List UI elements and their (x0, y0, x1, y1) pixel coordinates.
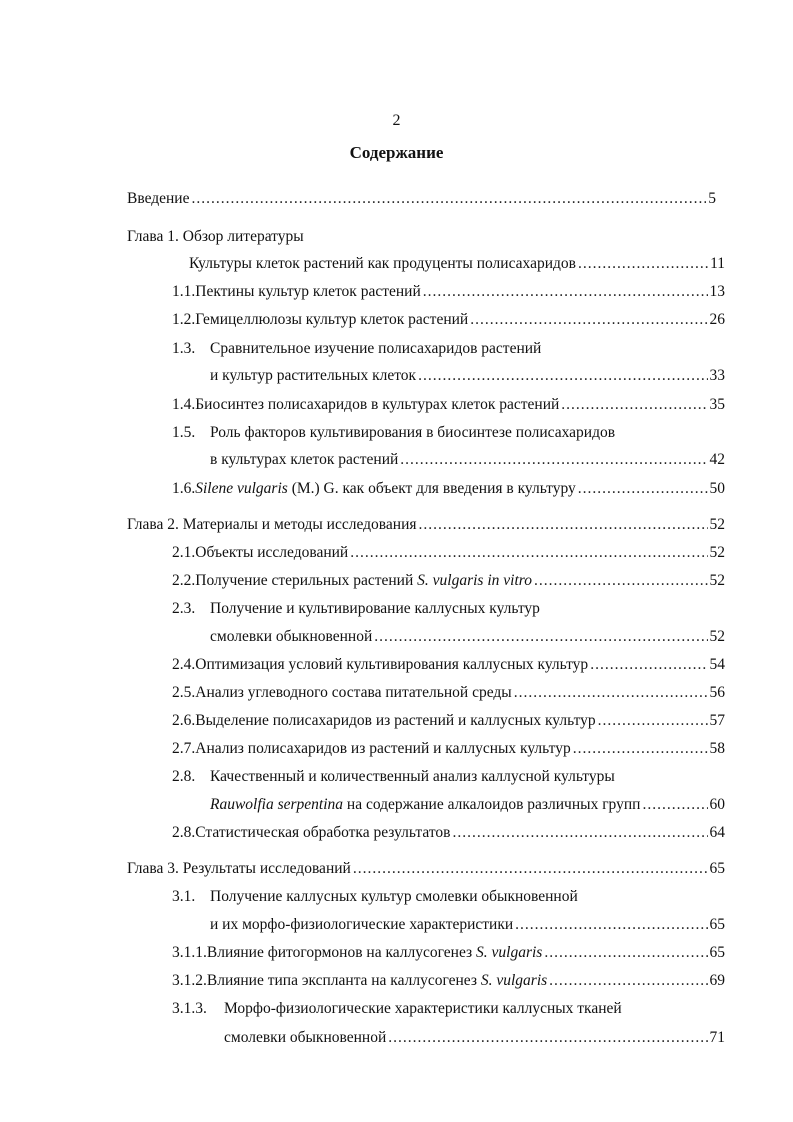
toc-entry: 1.5. Роль факторов культивирования в биосинтезе полисахаридов (172, 424, 616, 441)
toc-entry: 2.4. Оптимизация условий культивирования каллусных культур ..... 54 (172, 655, 725, 675)
toc-entry: 3.1.1. Влияние фитогормонов на каллусогенез S. vulgaris ..... 65 (172, 943, 725, 963)
toc-entry: и культур растительных клеток ..... 33 (210, 366, 725, 386)
toc-entry: Введение ..... 5 (127, 189, 716, 209)
toc-entry: 1.3. Сравнительное изучение полисахаридов растений (172, 340, 542, 357)
toc-entry: 2.3. Получение и культивирование каллусных культур (172, 600, 540, 617)
toc-entry: и их морфо-физиологические характеристики ..... 65 (210, 915, 725, 935)
toc-entry: 1.6. Silene vulgaris (M.) G. как объект для введения в культуру ..... 50 (172, 479, 725, 499)
toc-entry: 2.2. Получение стерильных растений S. vulgaris in vitro ..... 52 (172, 571, 725, 591)
toc-entry: смолевки обыкновенной ..... 71 (224, 1028, 725, 1048)
toc-entry: 2.6. Выделение полисахаридов из растений и каллусных культур ..... 57 (172, 711, 725, 731)
toc-entry: Rauwolfia serpentina на содержание алкалоидов различных групп ..... 60 (210, 795, 725, 815)
toc-chapter: Глава 3. Результаты исследований ..... 65 (127, 859, 725, 879)
toc-entry: 1.4. Биосинтез полисахаридов в культурах клеток растений ..... 35 (172, 395, 725, 415)
toc-entry: 1.2. Гемицеллюлозы культур клеток растений ..... 26 (172, 310, 725, 330)
toc-entry: 2.8. Статистическая обработка результатов ..... 64 (172, 823, 725, 843)
toc-entry: 2.1. Объекты исследований ..... 52 (172, 543, 725, 563)
toc-entry: 2.7. Анализ полисахаридов из растений и каллусных культур ..... 58 (172, 739, 725, 759)
toc-entry: смолевки обыкновенной ..... 52 (210, 627, 725, 647)
toc-entry: 3.1.2. Влияние типа эксплантa на каллусогенез S. vulgaris ..... 69 (172, 971, 725, 991)
toc-chapter: Глава 1. Обзор литературы (127, 228, 304, 245)
toc-entry: 1.1. Пектины культур клеток растений ..... 13 (172, 282, 725, 302)
toc-entry: 2.5. Анализ углеводного состава питательной среды ..... 56 (172, 683, 725, 703)
toc-entry: 3.1.3. Морфо-физиологические характеристики каллусных тканей (172, 1000, 622, 1017)
page-title: Содержание (349, 143, 444, 162)
toc-entry: 2.8. Качественный и количественный анализ каллусной культуры (172, 768, 615, 785)
toc-entry: 3.1. Получение каллусных культур смолевки обыкновенной (172, 888, 578, 905)
toc-entry: в культурах клеток растений ..... 42 (210, 450, 725, 470)
toc-entry: Культуры клеток растений как продуценты полисахаридов ..... 11 (189, 254, 725, 274)
toc-chapter: Глава 2. Материалы и методы исследования ..... 52 (127, 515, 725, 535)
page-number: 2 (392, 112, 401, 129)
